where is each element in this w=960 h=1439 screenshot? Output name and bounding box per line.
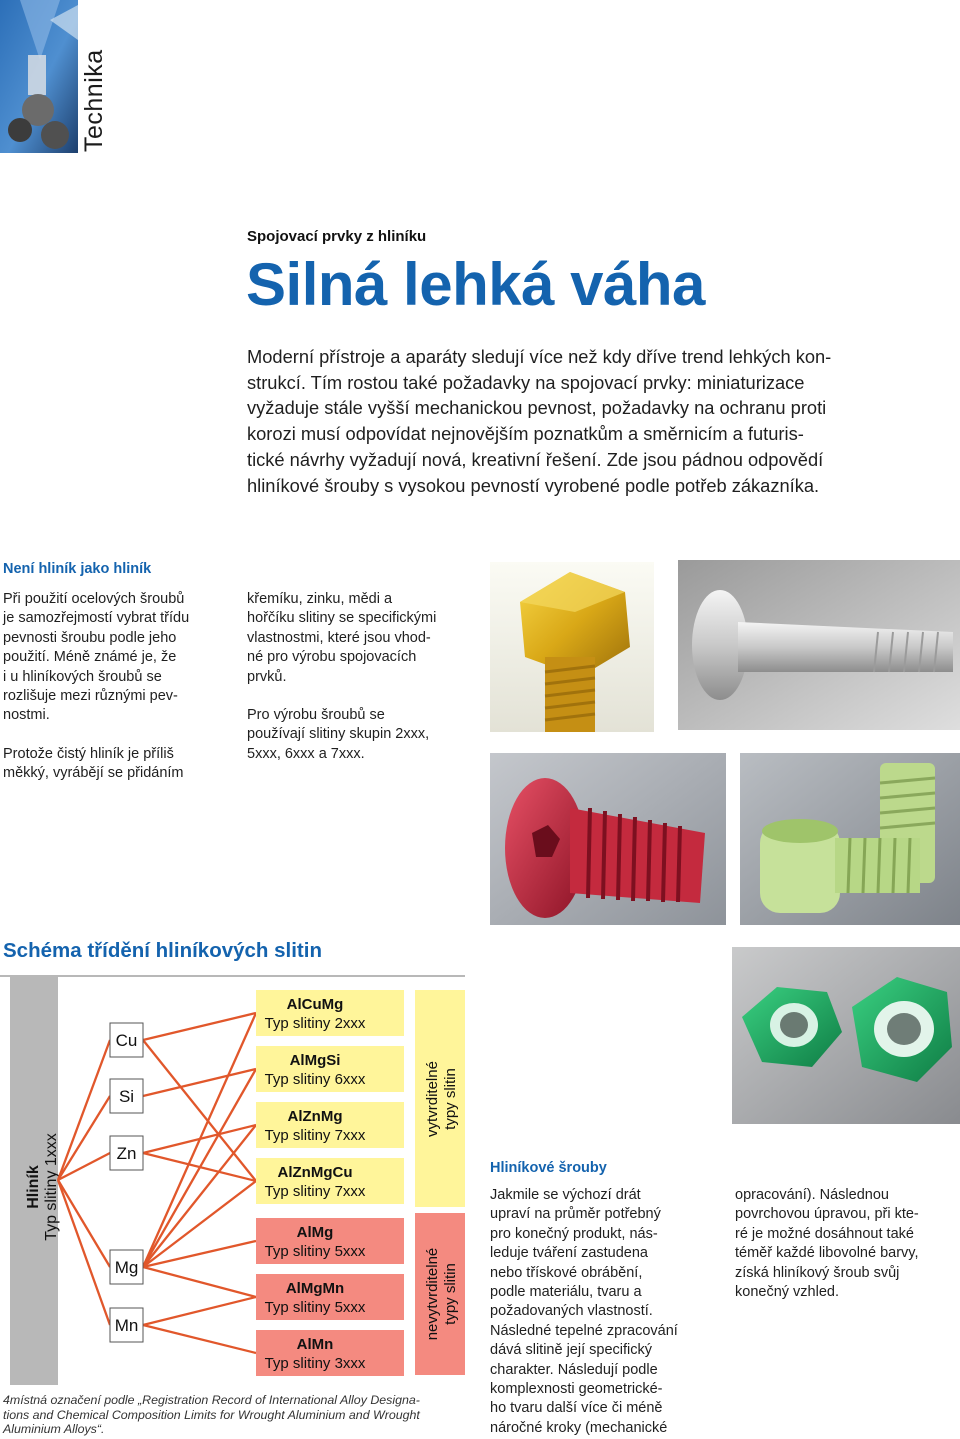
subhead-1: Není hliník jako hliník: [3, 561, 152, 577]
alloy-name: AlZnMg: [287, 1108, 343, 1125]
column-4: [735, 1186, 957, 1302]
alloy-classification-diagram: [0, 975, 470, 1385]
base-alloy-name: Hliník: [25, 1165, 42, 1209]
alloy-type: Typ slitiny 7xxx: [264, 1183, 366, 1200]
connection-lines: [58, 1013, 256, 1353]
socket-screws-green-photo: [740, 753, 960, 925]
carriage-bolt-silver-photo: [678, 560, 960, 730]
paragraph: Při použití ocelových šroubů je samozřejmostí vybrat třídu pevnosti šroubu podle jeho použití. Méně známé je, že i u hliníkových šroubů se rozlišuje mezi různými pev- nostmi.: [3, 591, 190, 724]
element-label: Mg: [114, 1258, 139, 1277]
corner-photo: [0, 0, 78, 153]
alloy-name: AlCuMg: [286, 996, 344, 1013]
text-line: dává slitině její specifický: [490, 1342, 652, 1359]
lede-line: vyžaduje stále vyšší mechanickou pevnost, požadavky na ochranu proti: [247, 397, 827, 419]
text-line: upraví na průměr potřebný: [490, 1206, 661, 1223]
countersunk-screw-red-photo: [490, 753, 726, 925]
text-line: konečný vzhled.: [735, 1284, 839, 1301]
text-line: získá hliníkový šroub svůj: [735, 1264, 900, 1281]
non-hardenable-label-1: nevytvrditelné: [424, 1247, 441, 1341]
lede-line: strukcí. Tím rostou také požadavky na spojovací prvky: miniaturizace: [247, 371, 805, 393]
alloy-type: Typ slitiny 7xxx: [264, 1127, 366, 1144]
lede-line: tické návrhy vyžadují nová, kreativní řešení. Zde jsou pádnou odpovědí: [247, 448, 824, 470]
base-alloy-type: Typ slitiny 1xxx: [43, 1133, 60, 1241]
alloy-type: Typ slitiny 2xxx: [264, 1015, 366, 1032]
alloy-name: AlMn: [296, 1336, 334, 1353]
section-label-text: Technika: [80, 49, 108, 152]
text-line: nebo třískové obrábění,: [490, 1264, 643, 1281]
column-2: [247, 590, 477, 783]
alloy-name: AlMg: [296, 1224, 334, 1241]
text-line: pro konečný produkt, nás-: [490, 1225, 658, 1242]
text-line: požadovaných vlastností.: [490, 1303, 653, 1320]
text-line: náročné kroky (mechanické: [490, 1419, 668, 1436]
headline: Silná lehká váha: [246, 251, 705, 318]
column-3: [490, 1186, 715, 1438]
text-line: ré je možné dosáhnout také: [735, 1225, 914, 1242]
text-line: ho tvaru další více či méně: [490, 1400, 663, 1417]
alloy-type: Typ slitiny 5xxx: [264, 1243, 366, 1260]
schema-title: Schéma třídění hliníkových slitin: [3, 939, 322, 962]
element-label: Mn: [114, 1316, 139, 1335]
lede: [247, 344, 957, 498]
element-label: Cu: [115, 1031, 138, 1050]
element-label: Si: [118, 1087, 135, 1106]
paragraph: Protože čistý hliník je příliš měkký, vyrábějí se přidáním: [3, 745, 184, 782]
non-hardenable-label-2: typy slitin: [442, 1263, 459, 1325]
hex-bolt-gold-photo: [490, 562, 654, 732]
section-label: [70, 44, 180, 154]
alloy-name: AlMgSi: [289, 1052, 341, 1069]
alloy-name: AlZnMgCu: [277, 1164, 353, 1181]
subhead-2: Hliníkové šrouby: [490, 1160, 607, 1176]
text-line: charakter. Následují podle: [490, 1361, 658, 1378]
lede-line: Moderní přístroje a aparáty sledují více než kdy dříve trend lehkých kon-: [247, 346, 832, 367]
lock-nuts-green-photo: [732, 947, 960, 1124]
alloy-name: AlMgMn: [285, 1280, 345, 1297]
text-line: Jakmile se výchozí drát: [490, 1187, 641, 1203]
text-line: téměř každé libovolné barvy,: [735, 1245, 919, 1262]
element-label: Zn: [116, 1144, 137, 1163]
text-line: leduje tváření zastudena: [490, 1245, 648, 1262]
paragraph: Pro výrobu šroubů se používají slitiny skupin 2xxx, 5xxx, 6xxx a 7xxx.: [247, 707, 430, 762]
alloy-type: Typ slitiny 3xxx: [264, 1355, 366, 1372]
footnote: 4místná označení podle „Registration Record of International Alloy Designa- tions and Chemical Composition Limits for Wrought Aluminium and Wrought Aluminium Alloys“.: [3, 1393, 420, 1437]
hardenable-label-1: vytvrditelné: [424, 1061, 441, 1137]
text-line: povrchovou úpravou, při kte-: [735, 1206, 919, 1223]
diagram-top-rule: [0, 975, 465, 977]
lede-line: korozi musí odpovídat nejnovějším poznatkům a směrnicím a futuris-: [247, 423, 804, 445]
alloy-type: Typ slitiny 6xxx: [264, 1071, 366, 1088]
text-line: komplexnosti geometrické-: [490, 1381, 663, 1398]
column-1: [3, 590, 225, 803]
paragraph: křemíku, zinku, mědi a hořčíku slitiny se specifickými vlastnostmi, které jsou vhod- né pro výrobu spojovacích prvků.: [247, 591, 437, 685]
text-line: opracování). Následnou: [735, 1187, 889, 1203]
kicker: Spojovací prvky z hliníku: [247, 228, 427, 245]
text-line: podle materiálu, tvaru a: [490, 1284, 642, 1301]
alloy-type: Typ slitiny 5xxx: [264, 1299, 366, 1316]
lede-line: hliníkové šrouby s vysokou pevností vyrobené podle potřeb zákazníka.: [247, 474, 820, 496]
text-line: Následné tepelné zpracování: [490, 1322, 678, 1339]
hardenable-label-2: typy slitin: [442, 1068, 459, 1130]
